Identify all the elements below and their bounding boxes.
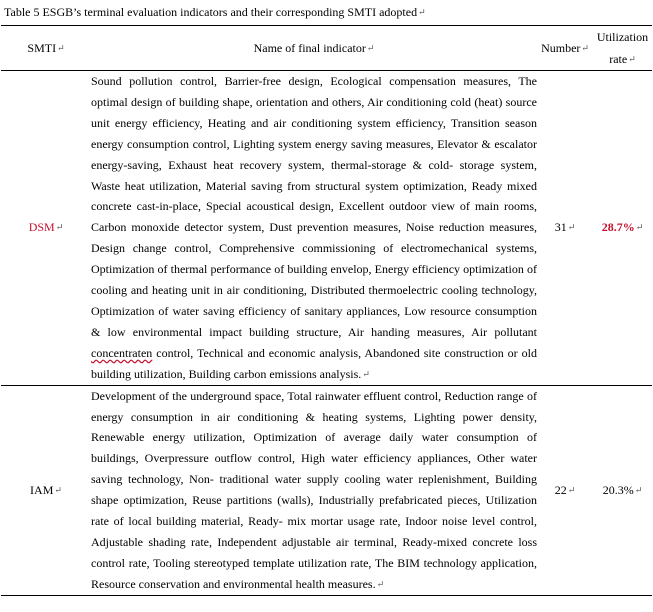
- header-utilization-rate-label: rate: [609, 52, 628, 66]
- paragraph-mark-icon: ↵: [628, 54, 636, 64]
- paragraph-mark-icon: ↵: [54, 484, 62, 495]
- table-caption: [4, 5, 426, 19]
- cell-utilization: [593, 385, 652, 595]
- spellcheck-flagged-word[interactable]: concentraten: [91, 345, 153, 360]
- table-row-dsm: [1, 71, 652, 386]
- indicator-table: [1, 25, 652, 596]
- cell-smti: [1, 71, 91, 386]
- header-utilization-line1: Utilization: [596, 30, 649, 44]
- paragraph-mark-icon: ↵: [581, 42, 589, 53]
- paragraph-mark-icon: ↵: [55, 222, 64, 233]
- indicator-names-text: Sound pollution control, Barrier-free design, Ecological compensation measures, The optimal design of building shape, orientation and others, Air conditioning cold (heat) source unit energy efficiency, Heating and air conditioning system efficiency, Transition season energy consumption control, Lighting system energy saving measures, Elevator & escalator energy-saving, Exhaust heat recovery system, thermal-storage & cold- storage system, Waste heat utilization, Material saving from structural system optimization, Ready mixed concrete cast-in-place, Special acoustical design, Excellent outdoor view of main rooms, Carbon monoxide detector system, Dust prevention measures, Noise reduction measures, Design change control, Comprehensive commissioning of electromechanical systems, Optimization of thermal performance of building envelop, Energy efficiency optimization of cooling and heating unit in air conditioning, Distributed thermoelectric cooling technology, Optimization of water saving efficiency of sanitary appliances, Low resource consumption & low environmental impact building structure, Air handing measures, Air pollutant: [91, 74, 537, 339]
- table-header-row: [1, 26, 652, 71]
- cell-number: [537, 385, 593, 595]
- cell-number: [537, 71, 593, 386]
- indicator-count: 22: [554, 482, 567, 497]
- caption-text: Table 5 ESGB’s terminal evaluation indicators and their corresponding SMTI adopted: [4, 5, 418, 19]
- paragraph-mark-icon: ↵: [635, 222, 644, 233]
- paragraph-mark-icon: ↵: [418, 7, 426, 17]
- header-name-label: Name of final indicator: [253, 40, 366, 55]
- paragraph-mark-icon: ↵: [362, 368, 370, 379]
- utilization-rate: 28.7%: [601, 220, 635, 235]
- cell-indicator-names: [91, 385, 537, 595]
- utilization-rate: 20.3%: [602, 482, 634, 497]
- header-smti-label: SMTI: [27, 40, 57, 55]
- paragraph-mark-icon: ↵: [57, 42, 65, 53]
- indicator-names-text: Development of the underground space, Total rainwater effluent control, Reduction range of energy consumption in air conditioning & heating systems, Lighting power density, Renewable energy utilization, Optimization of average daily water consumption of buildings, Overpressure outflow control, High water efficiency appliances, Other water saving technology, Non- traditional water supply cooling water replenishment, Building shape optimization, Reuse partitions (walls), Industrially prefabricated pieces, Utilization rate of local building material, Ready- mix mortar usage rate, Indoor noise level control, Adjustable shading rate, Independent adjustable air terminal, Ready-mixed concrete loss control rate, Tooling stereotyped template utilization rate, The BIM technology application, Resource conservation and environmental health measures.: [91, 388, 537, 591]
- cell-indicator-names: [91, 71, 537, 386]
- indicator-count: 31: [554, 220, 567, 235]
- header-utilization: [593, 26, 652, 71]
- paragraph-mark-icon: ↵: [376, 578, 385, 589]
- cell-smti: [1, 385, 91, 595]
- paragraph-mark-icon: ↵: [567, 222, 576, 233]
- smti-label: IAM: [30, 482, 54, 497]
- header-utilization-line2: [593, 48, 652, 70]
- header-number-label: Number: [541, 40, 581, 55]
- table-row-iam: [1, 385, 652, 595]
- smti-label: DSM: [28, 220, 55, 235]
- header-number: [537, 26, 593, 71]
- paragraph-mark-icon: ↵: [366, 42, 375, 53]
- cell-utilization: [593, 71, 652, 386]
- indicator-names-text-end: control, Technical and economic analysis, Abandoned site construction or old building utilization, Building carbon emissions analysis.: [91, 345, 537, 381]
- header-smti: [1, 26, 91, 71]
- paragraph-mark-icon: ↵: [567, 484, 576, 495]
- header-name: [91, 26, 537, 71]
- paragraph-mark-icon: ↵: [634, 484, 643, 495]
